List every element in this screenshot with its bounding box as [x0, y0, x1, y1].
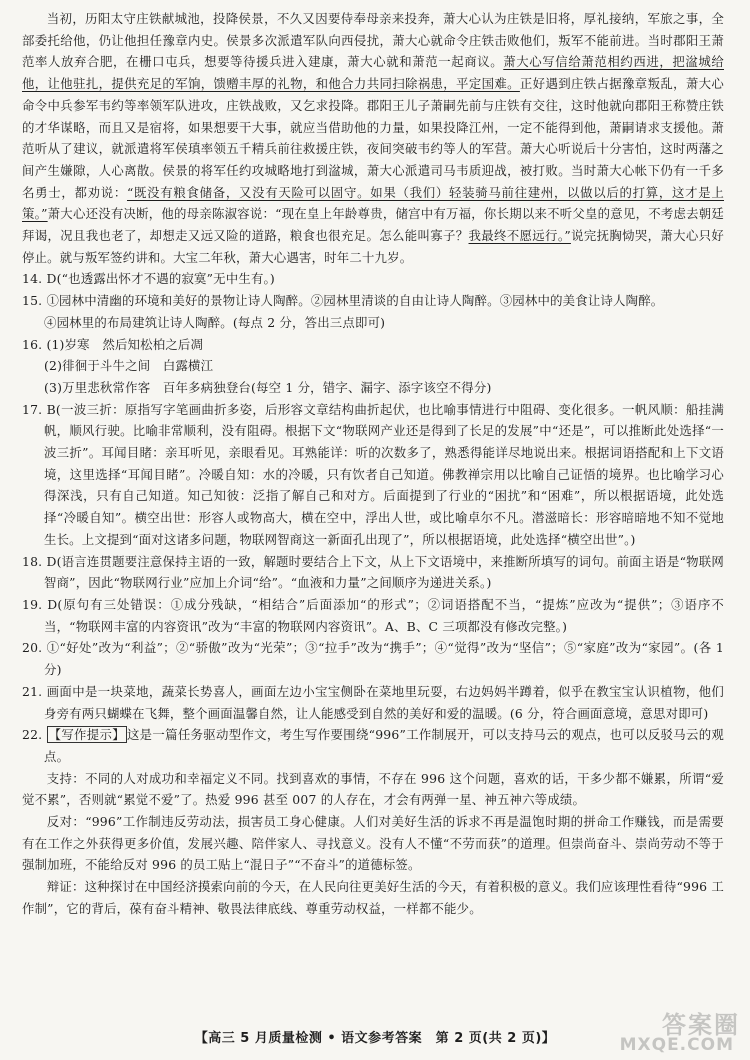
writing-tip-label-box: 【写作提示】: [48, 727, 125, 743]
translation-segment-underlined-2: “既没有粮食储备，又没有天险可以固守。如果（我们）轻装骑马前往建州，以做以后的打算，这才是上策。”: [22, 184, 724, 222]
translation-segment-3: 萧大心还没有决断，他的母亲陈淑容说：“现在皇上年龄尊贵，储宫中有万福，你长期以来不听父皇的意见，不考虑去朝廷拜谒，况且我也老了，却想走又远又险的道路，粮食也很充足。怎么能叫寡子？: [22, 206, 724, 244]
writing-tip-label: 写作提示: [61, 727, 113, 743]
watermark-text: 答案圈: [662, 1011, 740, 1039]
answer-16-1: 16. (1)岁寒 然后知松柏之后凋: [22, 336, 204, 352]
answer-22-number: 22.: [22, 727, 43, 743]
answer-14: 14. D(“也透露出怀才不遇的寂寞”无中生有。): [22, 271, 275, 287]
answer-22-oppose: 反对：“996”工作制违反劳动法，损害员工身心健康。人们对美好生活的诉求不再是温饱时期的拼命工作赚钱，而是需要有在工作之外获得更多价值，发展兴趣、陪伴家人、寻找意义。没有人不懂“不劳而获”的道理。但崇尚奋斗、崇尚劳动不等于强制加班，不能给反对 996 的员工贴上“混日子”“不奋斗”的道德标签。: [22, 814, 724, 873]
translation-segment-underlined-1: 萧大心写信给萧范相约西进，把湓城给他，让他驻扎，提供充足的军饷，馈赠丰厚的礼物，和他合力共同扫除祸患，平定国难。: [22, 54, 724, 92]
translation-paragraph: [22, 8, 724, 268]
translation-segment-underlined-3: 我最终不愿远行。”: [468, 228, 571, 244]
translation-segment-2: 正好遇到庄铁占据豫章叛乱，萧大心命令中兵参军韦约等率领军队进攻，庄铁战败，又乞求投降。郡阳王儿子萧嗣先前与庄铁有交往，这时他就向郡阳王称赞庄铁的才华谋略，而且又是宿将，如果想要干大事，就应当借助他的力量，如果投降江州，一定不能得到他，萧嗣请求支援他。萧范听从了建议，就派遣将军侯瑱率领五千精兵前往救援庄铁，夜间突破韦约等人的军营。萧大心听说后十分害怕，这时两藩之间产生嫌隙，人心离散。侯景的将军任约攻城略地打到湓城，萧大心派遣司马韦质迎战，被打败。当时萧大心帐下仍有一千多名勇士，都劝说：: [22, 76, 724, 200]
answer-20: 20. ①“好处”改为“利益”；②“骄傲”改为“光荣”；③“拉手”改为“携手”；④“觉得”改为“坚信”；⑤“家庭”改为“家园”。(各 1 分): [22, 640, 724, 678]
answer-16-3: (3)万里悲秋常作客 百年多病独登台(每空 1 分，错字、漏字、添字该空不得分): [44, 379, 492, 395]
answer-22-dialectic: 辩证：这种探讨在中国经济摸索向前的今天，在人民向往更美好生活的今天，有着积极的意义。我们应该理性看待“996 工作制”，它的背后，葆有奋斗精神、敬畏法律底线、尊重劳动权益，一样都不能少。: [22, 879, 724, 916]
answer-17: 17. B(一波三折：原指写字笔画曲折多姿，后形容文章结构曲折起伏，也比喻事情进行中阻碍、变化很多。一帆风顺：船挂满帆，顺风行驶。比喻非常顺利，没有阻碍。根据下文“物联网产业还是得到了长足的发展”中“还是”，可以推断此处选择“一波三折”。耳闻目睹：亲耳听见，亲眼看见。耳熟能详：听的次数多了，熟悉得能详尽地说出来。根据词语搭配和上下文语境，这里选择“耳闻目睹”。冷暖自知：水的冷暖，只有饮者自己知道。佛教禅宗用以比喻自己证悟的境界。也比喻学习心得深浅，只有自己知道。知己知彼：泛指了解自己和对方。后面提到了行业的“困扰”和“困难”，所以根据语境，此处选择“冷暖自知”。横空出世：形容人或物高大，横在空中，浮出人世，或比喻卓尔不凡。潜滋暗长：形容暗暗地不知不觉地生长。上文提到“面对这诸多问题，物联网智商这一新面孔出现了”，所以根据语境，此处选择“横空出世”。): [22, 401, 724, 547]
answer-15: 15. ①园林中清幽的环境和美好的景物让诗人陶醉。②园林里清谈的自由让诗人陶醉。③园林中的美食让诗人陶醉。: [22, 293, 664, 309]
answer-22: [22, 724, 724, 767]
translation-segment-1: 当初，历阳太守庄铁献城池，投降侯景，不久又因要侍奉母亲来投奔，萧大心认为庄铁是旧将，厚礼接纳，军旅之事，全部委托给他，仍让他担任豫章内史。侯景多次派遣军队向西侵扰，萧大心就命令庄铁击败他们，叛军不能前进。当时郡阳王萧范率人放弃合肥，在栅口屯兵，想要等待援兵进入建康，萧大心就和萧范一起商议。: [22, 11, 724, 70]
answer-15-cont: ④园林里的布局建筑让诗人陶醉。(每点 2 分，答出三点即可): [44, 314, 386, 330]
answer-16-2: (2)徘徊于斗牛之间 白露横江: [44, 358, 214, 374]
page-footer: 【高三 5 月质量检测 • 语文参考答案 第 2 页(共 2 页)】: [194, 1031, 556, 1046]
translation-segment-4: 说完抚胸恸哭，萧大心只好停止。就与叛军签约讲和。大宝二年秋，萧大心遇害，时年二十九岁。: [22, 228, 725, 265]
answer-21: 21. 画面中是一块菜地，蔬菜长势喜人，画面左边小宝宝侧卧在菜地里玩耍，右边妈妈半蹲着，似乎在教宝宝认识植物，他们身旁有两只蝴蝶在飞舞，整个画面温馨自然，让人能感受到自然的美好和爱的温暖。(6 分，符合画面意境，意思对即可): [22, 683, 724, 721]
answer-19: 19. D(原句有三处错误：①成分残缺，“相结合”后面添加“的形式”；②词语搭配不当，“提炼”应改为“提供”；③语序不当，“物联网丰富的内容资讯”改为“丰富的物联网内容资讯”。A、B、C 三项都没有修改完整。): [22, 596, 724, 634]
answer-18: 18. D(语言连贯题要注意保持主语的一致，解题时要结合上下文，从上下文语境中，来推断所填写的词句。前面主语是“物联网智商”，因此“物联网行业”应加上介词“给”。“血液和力量”之间顺序为递进关系。): [22, 553, 724, 591]
answer-22-text: 这是一篇任务驱动型作文，考生写作要围绕“996”工作制展开，可以支持马云的观点，也可以反驳马云的观点。: [44, 727, 725, 764]
watermark-logo: [610, 1005, 740, 1055]
watermark-domain: MXQE.COM: [619, 1035, 734, 1055]
answer-22-support: 支持：不同的人对成功和幸福定义不同。找到喜欢的事情，不存在 996 这个问题，喜欢的话，干多少都不嫌累，所谓“爱觉不累”，否则就“累觉不爱”了。热爱 996 甚至 007 的人存在，才会有两弹一星、神五神六等成绩。: [22, 770, 724, 808]
